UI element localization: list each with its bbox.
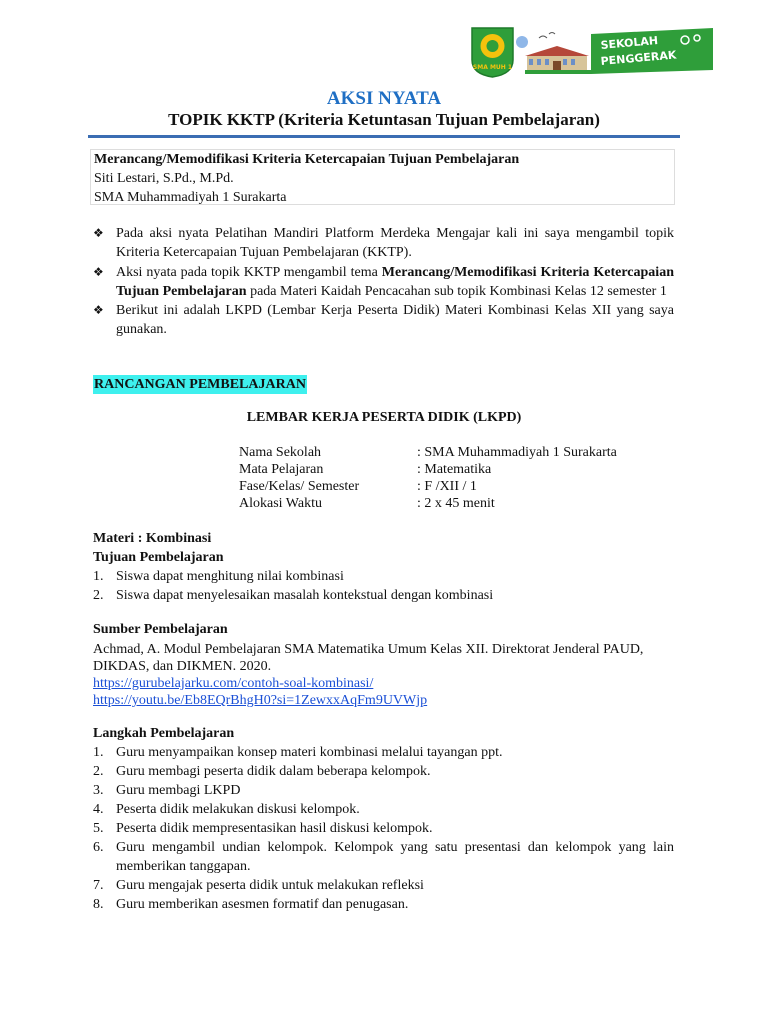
bullet-item: ❖ Berikut ini adalah LKPD (Lembar Kerja Peserta Didik) Materi Kombinasi Kelas XII yang saya gunakan. <box>93 303 674 338</box>
list-item: 6. Guru mengambil undian kelompok. Kelompok yang satu presentasi dan kelompok yang lain memberikan tanggapan. <box>93 840 674 874</box>
link-youtube[interactable]: https://youtu.be/Eb8EQrBhgH0?si=1ZewxxAqFm9UVWjp <box>93 693 428 708</box>
langkah-heading: Langkah Pembelajaran <box>93 726 235 741</box>
list-item: 1. Guru menyampaikan konsep materi kombinasi melalui tayangan ppt. <box>93 745 503 760</box>
info-author: Siti Lestari, S.Pd., M.Pd. <box>94 171 234 186</box>
intro-bullets <box>93 224 674 340</box>
list-item: 8. Guru memberikan asesmen formatif dan penugasan. <box>93 897 409 912</box>
rancangan-heading: RANCANGAN PEMBELAJARAN <box>94 377 306 392</box>
svg-text:SMA MUH 1: SMA MUH 1 <box>472 64 513 71</box>
list-item: 7. Guru mengajak peserta didik untuk melakukan refleksi <box>93 878 424 893</box>
diamond-bullet-icon: ❖ <box>93 264 104 279</box>
list-item: 1. Siswa dapat menghitung nilai kombinasi <box>93 569 344 584</box>
sekolah-penggerak-logo <box>469 24 717 78</box>
identity-row: Nama Sekolah : SMA Muhammadiyah 1 Surakarta <box>239 445 617 460</box>
identity-row: Fase/Kelas/ Semester : F /XII / 1 <box>239 479 477 494</box>
page-title: AKSI NYATA <box>326 88 442 109</box>
tujuan-list <box>93 567 674 605</box>
lkpd-title: LEMBAR KERJA PESERTA DIDIK (LKPD) <box>246 410 522 425</box>
sumber-text: Achmad, A. Modul Pembelajaran SMA Matematika Umum Kelas XII. Direktorat Jenderal PAUD, DIKDAS, dan DIKMEN. 2020. <box>93 642 644 674</box>
materi-section <box>93 529 674 605</box>
logo-graphic <box>469 24 717 78</box>
info-school: SMA Muhammadiyah 1 Surakarta <box>94 190 287 205</box>
info-box <box>90 149 675 205</box>
list-item: 2. Siswa dapat menyelesaikan masalah kontekstual dengan kombinasi <box>93 588 494 603</box>
list-item: 5. Peserta didik mempresentasikan hasil diskusi kelompok. <box>93 821 433 836</box>
diamond-bullet-icon: ❖ <box>93 226 104 240</box>
svg-text:PENGGERAK: PENGGERAK <box>600 48 677 68</box>
list-item: 2. Guru membagi peserta didik dalam beberapa kelompok. <box>93 764 431 779</box>
bullet-item: ❖ Aksi nyata pada topik KKTP mengambil tema Merancang/Memodifikasi Kriteria Ketercapaian Tujuan Pembelajaran pada Materi Kaidah Pencacahan sub topik Kombinasi Kelas 12 semester 1 <box>93 264 674 299</box>
info-topic: Merancang/Memodifikasi Kriteria Ketercapaian Tujuan Pembelajaran <box>94 152 520 167</box>
identity-row: Alokasi Waktu : 2 x 45 menit <box>239 496 495 511</box>
langkah-section <box>93 724 674 914</box>
identity-row: Mata Pelajaran : Matematika <box>239 462 492 477</box>
svg-text:SEKOLAH: SEKOLAH <box>600 34 659 52</box>
bullet-item: ❖ Pada aksi nyata Pelatihan Mandiri Platform Merdeka Mengajar kali ini saya mengambil topik Kriteria Ketercapaian Tujuan Pembelajaran (KKTP). <box>93 226 674 261</box>
tujuan-heading: Tujuan Pembelajaran <box>93 550 224 565</box>
materi-heading: Materi : Kombinasi <box>93 531 212 546</box>
langkah-list <box>93 743 674 914</box>
sumber-heading: Sumber Pembelajaran <box>93 622 228 637</box>
title-divider <box>88 135 680 138</box>
diamond-bullet-icon: ❖ <box>93 303 104 318</box>
list-item: 4. Peserta didik melakukan diskusi kelompok. <box>93 802 360 817</box>
list-item: 3. Guru membagi LKPD <box>93 783 241 798</box>
link-gurubelajarku[interactable]: https://gurubelajarku.com/contoh-soal-kombinasi/ <box>93 676 374 691</box>
lkpd-identity-table <box>239 444 617 512</box>
page-subtitle: TOPIK KKTP (Kriteria Ketuntasan Tujuan Pembelajaran) <box>168 110 600 129</box>
sumber-section <box>93 621 674 709</box>
